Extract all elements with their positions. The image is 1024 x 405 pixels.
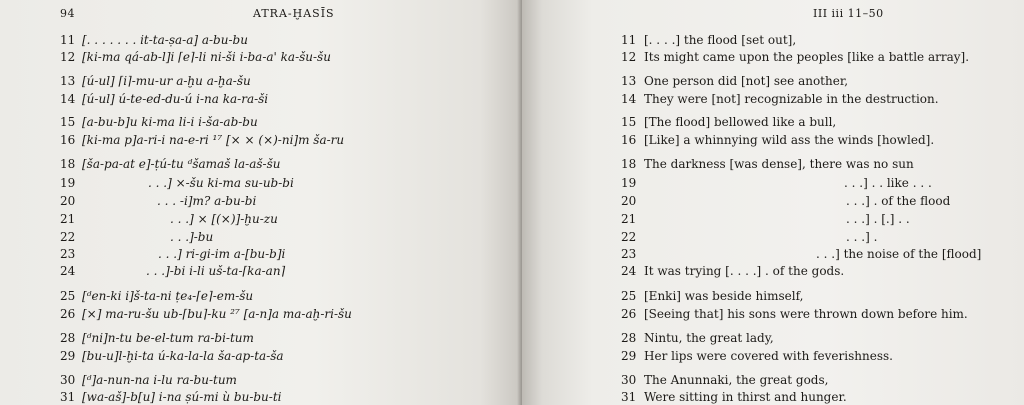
- line-number: 31: [621, 390, 637, 404]
- line-number: 20: [60, 194, 76, 208]
- line-number: 19: [621, 176, 637, 190]
- line-text: [bu-u]l-ḫi-ta ú-ka-la-la ša-ap-ta-ša: [82, 349, 284, 363]
- running-head-title: ATRA-ḪASĪS: [253, 7, 335, 20]
- line-number: 11: [621, 33, 637, 47]
- line-number: 25: [60, 289, 76, 303]
- line-number: 30: [60, 373, 76, 387]
- line-number: 19: [60, 176, 76, 190]
- line-number: 30: [621, 373, 637, 387]
- line-text: . . .]-bu: [170, 230, 214, 244]
- line-text: [ki-ma qá-ab-l]i ⌈e⌉-li ni-ši i-ba-a' ka-šu-šu: [82, 50, 331, 64]
- line-number: 28: [60, 331, 76, 345]
- line-text: [Like] a whinnying wild ass the winds [howled].: [644, 133, 935, 147]
- line-text: Her lips were covered with feverishness.: [644, 349, 893, 363]
- line-number: 15: [60, 115, 76, 129]
- line-text: . . .] ri-gi-im a-[bu-b]i: [158, 247, 286, 261]
- line-text: [ki-ma p]a-ri-i na-e-ri ¹⁷ [× × (×)-ni]m ša-ru: [82, 133, 345, 147]
- line-number: 18: [60, 157, 76, 171]
- line-text: . . .] . of the flood: [846, 194, 951, 208]
- line-number: 31: [60, 390, 76, 404]
- line-number: 12: [60, 50, 76, 64]
- line-number: 26: [60, 307, 76, 321]
- line-text: [×] ma-ru-šu ub-⌈bu⌉-ku ²⁷ [a-n]a ma-aḫ-ri-šu: [82, 307, 352, 321]
- line-number: 13: [621, 74, 637, 88]
- line-text: They were [not] recognizable in the destruction.: [644, 92, 939, 106]
- page-number: 94: [60, 7, 75, 20]
- line-text: . . .]-bi i-li uš-ta-⌈ka-an⌉: [146, 264, 286, 278]
- line-number: 16: [621, 133, 637, 147]
- line-text: . . .] . . like . . .: [844, 176, 932, 190]
- line-text: [ᵈni]n-tu be-el-tum ra-bi-tum: [82, 331, 254, 345]
- line-number: 14: [621, 92, 637, 106]
- line-text: The Anunnaki, the great gods,: [644, 373, 829, 387]
- line-number: 23: [621, 247, 637, 261]
- line-text: . . .] .: [846, 230, 878, 244]
- line-text: . . .] × [(×)]-ḫu-zu: [170, 212, 278, 226]
- line-text: Nintu, the great lady,: [644, 331, 774, 345]
- line-number: 29: [60, 349, 76, 363]
- line-number: 26: [621, 307, 637, 321]
- line-text: It was trying [. . . .] . of the gods.: [644, 264, 845, 278]
- line-number: 18: [621, 157, 637, 171]
- line-number: 21: [60, 212, 76, 226]
- line-number: 12: [621, 50, 637, 64]
- line-number: 13: [60, 74, 76, 88]
- line-text: [The flood] bellowed like a bull,: [644, 115, 837, 129]
- right-page: [522, 0, 1024, 405]
- line-text: Were sitting in thirst and hunger.: [644, 390, 847, 404]
- line-text: . . . -i]m? a-bu-bi: [157, 194, 257, 208]
- line-number: 14: [60, 92, 76, 106]
- line-number: 24: [60, 264, 76, 278]
- line-text: [a-bu-b]u ki-ma li-i i-ša-ab-bu: [82, 115, 258, 129]
- line-text: . . .] the noise of the [flood]: [816, 247, 982, 261]
- line-number: 22: [621, 230, 637, 244]
- line-text: [. . . .] the flood [set out],: [644, 33, 797, 47]
- line-number: 15: [621, 115, 637, 129]
- line-text: . . .] ×-šu ki-ma su-ub-bi: [148, 176, 294, 190]
- line-text: [ᵈ]a-nun-na i-lu ra-bu-tum: [82, 373, 237, 387]
- line-text: The darkness [was dense], there was no sun: [644, 157, 914, 171]
- line-number: 22: [60, 230, 76, 244]
- line-text: [Seeing that] his sons were thrown down before him.: [644, 307, 968, 321]
- line-text: [ú-ul] ⌈i⌉-mu-ur a-ḫu a-ḫa-šu: [82, 74, 251, 88]
- line-number: 11: [60, 33, 76, 47]
- line-number: 25: [621, 289, 637, 303]
- line-number: 24: [621, 264, 637, 278]
- line-text: [ᵈen-ki i]š-ta-ni ṭe₄-⌈e⌉-em-šu: [82, 289, 254, 303]
- line-number: 20: [621, 194, 637, 208]
- line-text: Its might came upon the peoples [like a battle array].: [644, 50, 970, 64]
- line-number: 29: [621, 349, 637, 363]
- line-text: One person did [not] see another,: [644, 74, 849, 88]
- line-text: . . .] . [.] . .: [846, 212, 910, 226]
- line-number: 21: [621, 212, 637, 226]
- line-number: 23: [60, 247, 76, 261]
- running-head-section: III iii 11–50: [813, 7, 884, 20]
- line-text: [Enki] was beside himself,: [644, 289, 804, 303]
- line-number: 28: [621, 331, 637, 345]
- line-text: [. . . . . . . it-ta-ṣa-a] a-bu-bu: [82, 33, 248, 47]
- line-text: [wa-aš]-b[u] i-na ṣú-mi ù bu-bu-ti: [82, 390, 282, 404]
- line-text: [ša-pa-at e]-ṭú-tu ᵈšamaš la-aš-šu: [82, 157, 281, 171]
- line-text: [ú-ul] ú-te-ed-du-ú i-na ka-ra-ši: [82, 92, 269, 106]
- line-number: 16: [60, 133, 76, 147]
